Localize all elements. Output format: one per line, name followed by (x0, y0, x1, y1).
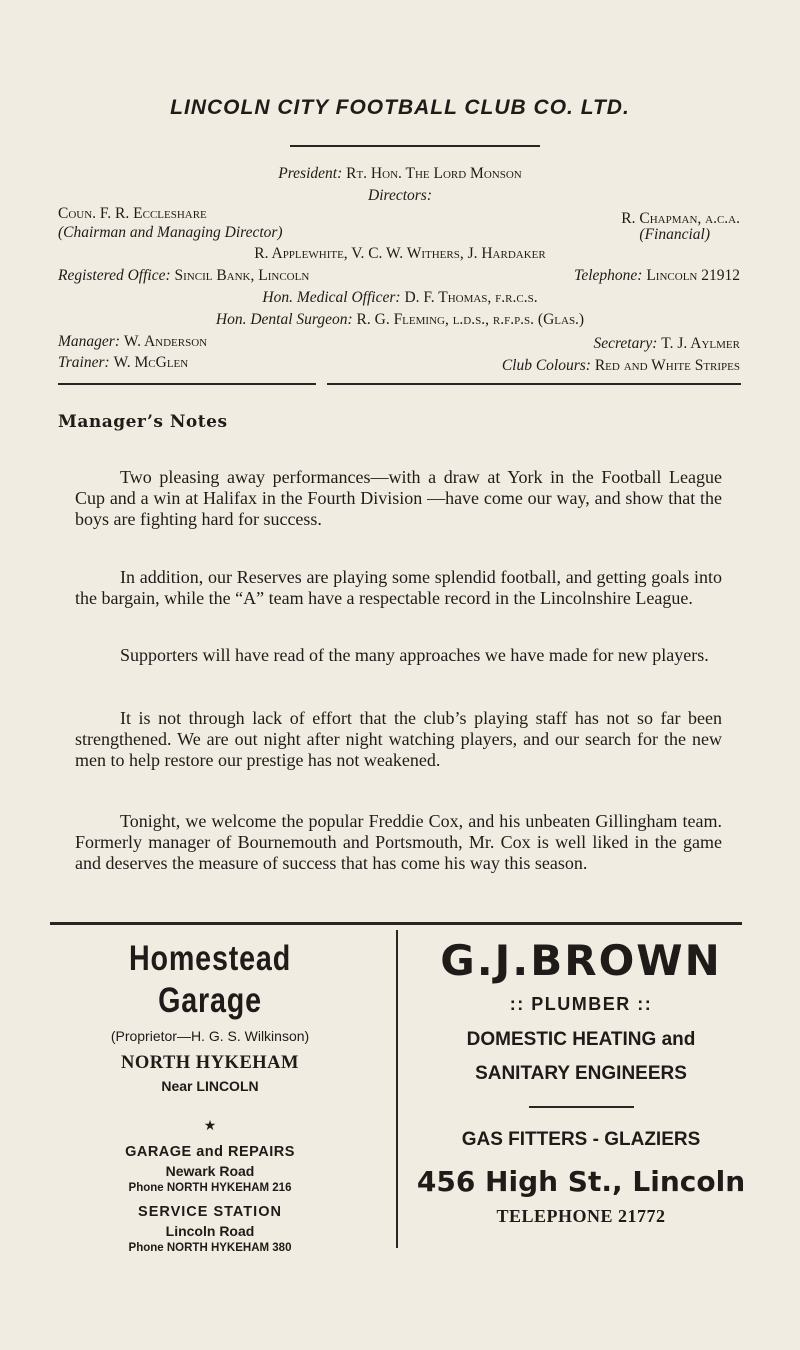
director-right-role: (Financial) (639, 226, 710, 243)
president-label: President: (278, 165, 343, 182)
brown-line3: GAS FITTERS - GLAZIERS (461, 1129, 701, 1150)
brown-telephone: TELEPHONE 21772 (496, 1206, 666, 1226)
manager: Manager: W. Anderson (58, 333, 208, 350)
officials-rule-left (58, 383, 316, 385)
notes-paragraph-4: It is not through lack of effort that the club’s playing staff has not so far been strengthened. We are out night after night watching players, and our search for the new men to help restore our prestige has not weakened. (75, 708, 722, 770)
directors-label: Directors: (368, 187, 432, 204)
brown-address: 456 High St., Lincoln (416, 1165, 746, 1198)
garage-service1-road: Newark Road (165, 1163, 255, 1179)
garage-near: Near LINCOLN (161, 1078, 259, 1094)
dental-surgeon: Hon. Dental Surgeon: R. G. Fleming, l.d.s., r.f.p.s. (Glas.) (215, 311, 585, 328)
director-left-name: Coun. F. R. Eccleshare (58, 205, 207, 222)
notes-paragraph-2: In addition, our Reserves are playing some splendid football, and getting goals into the bargain, while the “A” team have a respectable record in the Lincolnshire League. (75, 567, 722, 608)
advert-homestead-garage (50, 938, 370, 1254)
president-value: Rt. Hon. The Lord Monson (346, 165, 522, 182)
club-colours: Club Colours: Red and White Stripes (501, 357, 740, 374)
director-left-role: (Chairman and Managing Director) (58, 224, 283, 241)
garage-location: NORTH HYKEHAM (120, 1053, 299, 1073)
secretary: Secretary: T. J. Aylmer (593, 335, 740, 352)
brown-name: G.J.BROWN (440, 936, 722, 985)
advert-gj-brown (410, 936, 752, 1227)
brown-line2: SANITARY ENGINEERS (475, 1063, 687, 1084)
trainer: Trainer: W. McGlen (58, 354, 189, 371)
brown-trade: :: PLUMBER :: (509, 994, 653, 1014)
club-telephone: Telephone: Lincoln 21912 (574, 267, 740, 284)
adverts-rule (50, 922, 742, 925)
medical-officer: Hon. Medical Officer: D. F. Thomas, f.r.c.s. (262, 289, 538, 306)
garage-service2-title: SERVICE STATION (138, 1204, 282, 1220)
notes-paragraph-5: Tonight, we welcome the popular Freddie Cox, and his unbeaten Gillingham team. Formerly manager of Bournemouth and Portsmouth, Mr. Cox is well liked in the game and deserves the measure of success that has come his way this season. (75, 811, 722, 873)
notes-heading: Manager’s Notes (58, 412, 228, 432)
garage-service1-title: GARAGE and REPAIRS (125, 1144, 295, 1160)
adverts-divider (396, 930, 398, 1248)
garage-service1-phone: Phone NORTH HYKEHAM 216 (128, 1182, 292, 1194)
club-title: LINCOLN CITY FOOTBALL CLUB CO. LTD. (170, 96, 630, 119)
registered-office: Registered Office: Sincil Bank, Lincoln (58, 267, 310, 284)
garage-proprietor: (Proprietor—H. G. S. Wilkinson) (110, 1028, 310, 1044)
directors-line: R. Applewhite, V. C. W. Withers, J. Hardaker (254, 245, 546, 262)
officials-rule-right (327, 383, 741, 385)
notes-paragraph-3: Supporters will have read of the many approaches we have made for new players. (120, 645, 709, 665)
director-right-name: R. Chapman, a.c.a. (621, 210, 740, 227)
garage-service2-phone: Phone NORTH HYKEHAM 380 (128, 1242, 292, 1254)
garage-service2-road: Lincoln Road (165, 1223, 255, 1239)
brown-rule (529, 1106, 634, 1108)
title-rule (290, 145, 540, 147)
notes-paragraph-1: Two pleasing away performances—with a draw at York in the Football League Cup and a win at Halifax in the Fourth Division —have come our way, and show that the boys are fighting hard for success. (75, 467, 722, 529)
brown-line1: DOMESTIC HEATING and (466, 1029, 696, 1050)
star-icon: ★ (203, 1118, 217, 1134)
garage-name: Homestead Garage (128, 939, 292, 1020)
president-line (0, 165, 800, 183)
